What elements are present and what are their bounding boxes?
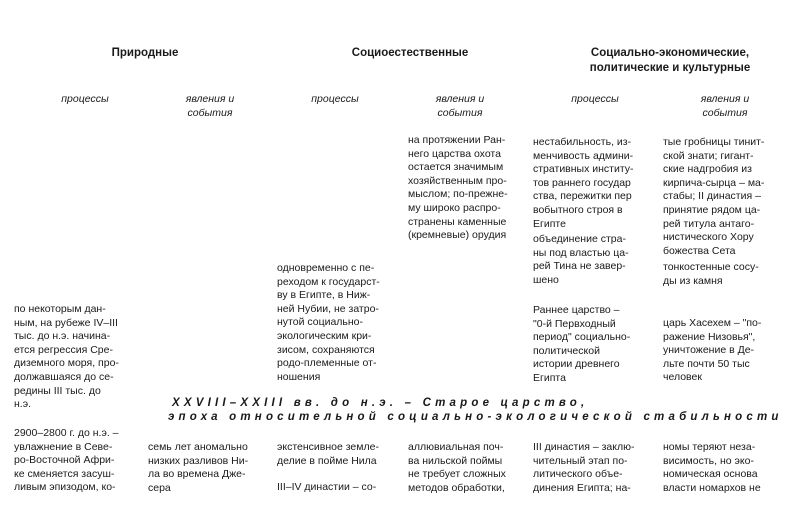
text-line: ды из камня	[663, 274, 723, 287]
text-line: истории древнего	[533, 358, 620, 371]
text-line: реходом к государст-	[277, 275, 380, 288]
text-line: номы теряют неза-	[663, 441, 756, 453]
text-line: литического объе-	[533, 468, 623, 481]
socioeconomic-events-text-b	[663, 261, 759, 288]
text-line: странены каменные	[408, 215, 507, 228]
subheader-socionatural-events: явления и события	[435, 93, 485, 119]
text-line: динения Египта; на-	[533, 481, 631, 494]
socionatural-events-text	[408, 134, 508, 243]
text-line: ливым эпизодом, ко-	[14, 481, 116, 494]
text-line: мыслом; по-прежне-	[408, 188, 508, 201]
text-line: экстенсивное земле-	[277, 441, 379, 453]
text-line: низких разливов Ни-	[148, 454, 249, 467]
text-line: зисом, сохраняются	[277, 343, 375, 356]
text-line: му широко распро-	[408, 201, 501, 214]
text-line: рей титула антаго-	[663, 217, 755, 230]
era-line-1: XXVIII–XXIII вв. до н.э. – Старое царство,	[172, 397, 589, 409]
text-line: семь лет аномально	[148, 441, 248, 453]
text-line: царь Хасехем – "по-	[663, 317, 762, 329]
text-line: Раннее царство –	[533, 304, 620, 316]
text-line: по некоторым дан-	[14, 303, 106, 315]
text-line: сера	[148, 481, 171, 494]
text-line: должавшаяся до се-	[14, 370, 114, 383]
text-line: остается значимым	[408, 161, 504, 174]
text-line: вобытного строя в	[533, 203, 623, 216]
header-socioeconomic: Социально-экономические, политические и культурные	[589, 47, 751, 74]
text-line: диземного моря, про-	[14, 357, 119, 370]
header-natural: Природные	[111, 47, 179, 59]
text-line: III–IV династии – со-	[277, 481, 377, 493]
socioeconomic-processes-text-a	[533, 136, 634, 231]
text-line: менчивость админи-	[533, 149, 634, 162]
lower-natural-events-text	[148, 441, 248, 495]
text-line: льте почти 50 тыс	[663, 357, 750, 370]
text-line: тов раннего государ	[533, 176, 631, 189]
text-line: ней Нубии, не затро-	[277, 302, 379, 315]
text-line: объединение стра-	[533, 233, 626, 245]
text-line: хозяйственным про-	[408, 174, 507, 187]
text-line: рей Тина не завер-	[533, 260, 626, 273]
era-line-2: эпоха относительной социально-экологической стабильности	[168, 411, 783, 423]
text-line: на протяжении Ран-	[408, 134, 506, 146]
text-line: ке сменяется засуш-	[14, 467, 115, 480]
text-line: висимость, но эко-	[663, 454, 754, 467]
text-line: "0-й Первходный	[533, 317, 616, 330]
text-line: человек	[663, 371, 702, 384]
text-line: божества Сета	[663, 244, 736, 257]
subheader-socioeconomic-processes: процессы	[571, 93, 619, 105]
text-line: стративных институ-	[533, 163, 634, 176]
text-line: ным, на рубеже IV–III	[14, 316, 118, 329]
text-line: ские надгробия из	[663, 163, 752, 176]
natural-processes-text	[14, 303, 119, 412]
socioeconomic-events-text-c	[663, 317, 761, 385]
socioeconomic-processes-text-b	[533, 233, 629, 287]
lower-socionatural-processes-text-b	[277, 481, 376, 495]
socioeconomic-processes-text-c	[533, 304, 630, 386]
subheader-socionatural-processes: процессы	[311, 93, 359, 105]
text-line: шено	[533, 273, 559, 286]
text-line: ла во времена Дже-	[148, 468, 246, 481]
text-line: тые гробницы тинит-	[663, 136, 765, 148]
text-line: III династия – заклю-	[533, 441, 635, 453]
text-line: ны под властью ца-	[533, 246, 629, 259]
text-line: чительный этап по-	[533, 454, 628, 467]
text-line: Египта	[533, 371, 566, 384]
text-line: нестабильность, из-	[533, 136, 632, 148]
text-line: тонкостенные сосу-	[663, 261, 759, 273]
socionatural-processes-text	[277, 262, 380, 384]
text-line: ражение Низовья",	[663, 330, 756, 343]
header-socionatural: Социоестественные	[351, 47, 469, 59]
subheader-natural-events: явления и события	[185, 93, 235, 119]
text-line: ется регрессия Сре-	[14, 343, 113, 356]
text-line: 2900–2800 г. до н.э. –	[14, 427, 119, 439]
text-line: нутой социально-	[277, 316, 364, 329]
text-line: стабы; II династия –	[663, 190, 761, 203]
lower-socioeconomic-events-text	[663, 441, 761, 495]
text-line: нистического Хору	[663, 231, 754, 244]
text-line: него царства охота	[408, 147, 501, 160]
subheader-socioeconomic-events: явления и события	[700, 93, 750, 119]
text-line: ской знати; гигант-	[663, 149, 754, 162]
text-line: кирпича-сырца – ма-	[663, 176, 765, 189]
text-line: экологическим кри-	[277, 329, 372, 342]
text-line: увлажнение в Севе-	[14, 440, 113, 453]
text-line: ношения	[277, 370, 321, 383]
text-line: не требует сложных	[408, 468, 506, 481]
text-line: власти номархов не	[663, 481, 761, 494]
text-line: период" социально-	[533, 331, 631, 344]
text-line: делие в пойме Нила	[277, 454, 377, 467]
lower-socionatural-processes-text-a	[277, 441, 379, 468]
text-line: (кремневые) орудия	[408, 229, 507, 242]
text-line: методов обработки,	[408, 481, 505, 494]
socioeconomic-events-text-a	[663, 136, 764, 258]
text-line: ства, пережитки пер	[533, 190, 632, 203]
text-line: Египте	[533, 217, 566, 230]
subheader-natural-processes: процессы	[61, 93, 109, 105]
text-line: родо-племенные от-	[277, 357, 377, 370]
text-line: аллювиальная поч-	[408, 441, 504, 453]
text-line: ва нильской поймы	[408, 454, 503, 467]
text-line: одновременно с пе-	[277, 262, 375, 274]
text-line: н.э.	[14, 398, 31, 411]
text-line: ро-Восточной Афри-	[14, 454, 115, 467]
text-line: редины III тыс. до	[14, 384, 101, 397]
text-line: принятие рядом ца-	[663, 203, 761, 216]
text-line: ву в Египте, в Ниж-	[277, 289, 371, 302]
text-line: номическая основа	[663, 468, 758, 481]
text-line: тыс. до н.э. начина-	[14, 330, 111, 343]
lower-socioeconomic-processes-text	[533, 441, 634, 495]
lower-natural-processes-text	[14, 427, 119, 495]
text-line: уничтожение в Де-	[663, 344, 755, 357]
lower-socionatural-events-text	[408, 441, 506, 495]
text-line: политической	[533, 344, 600, 357]
